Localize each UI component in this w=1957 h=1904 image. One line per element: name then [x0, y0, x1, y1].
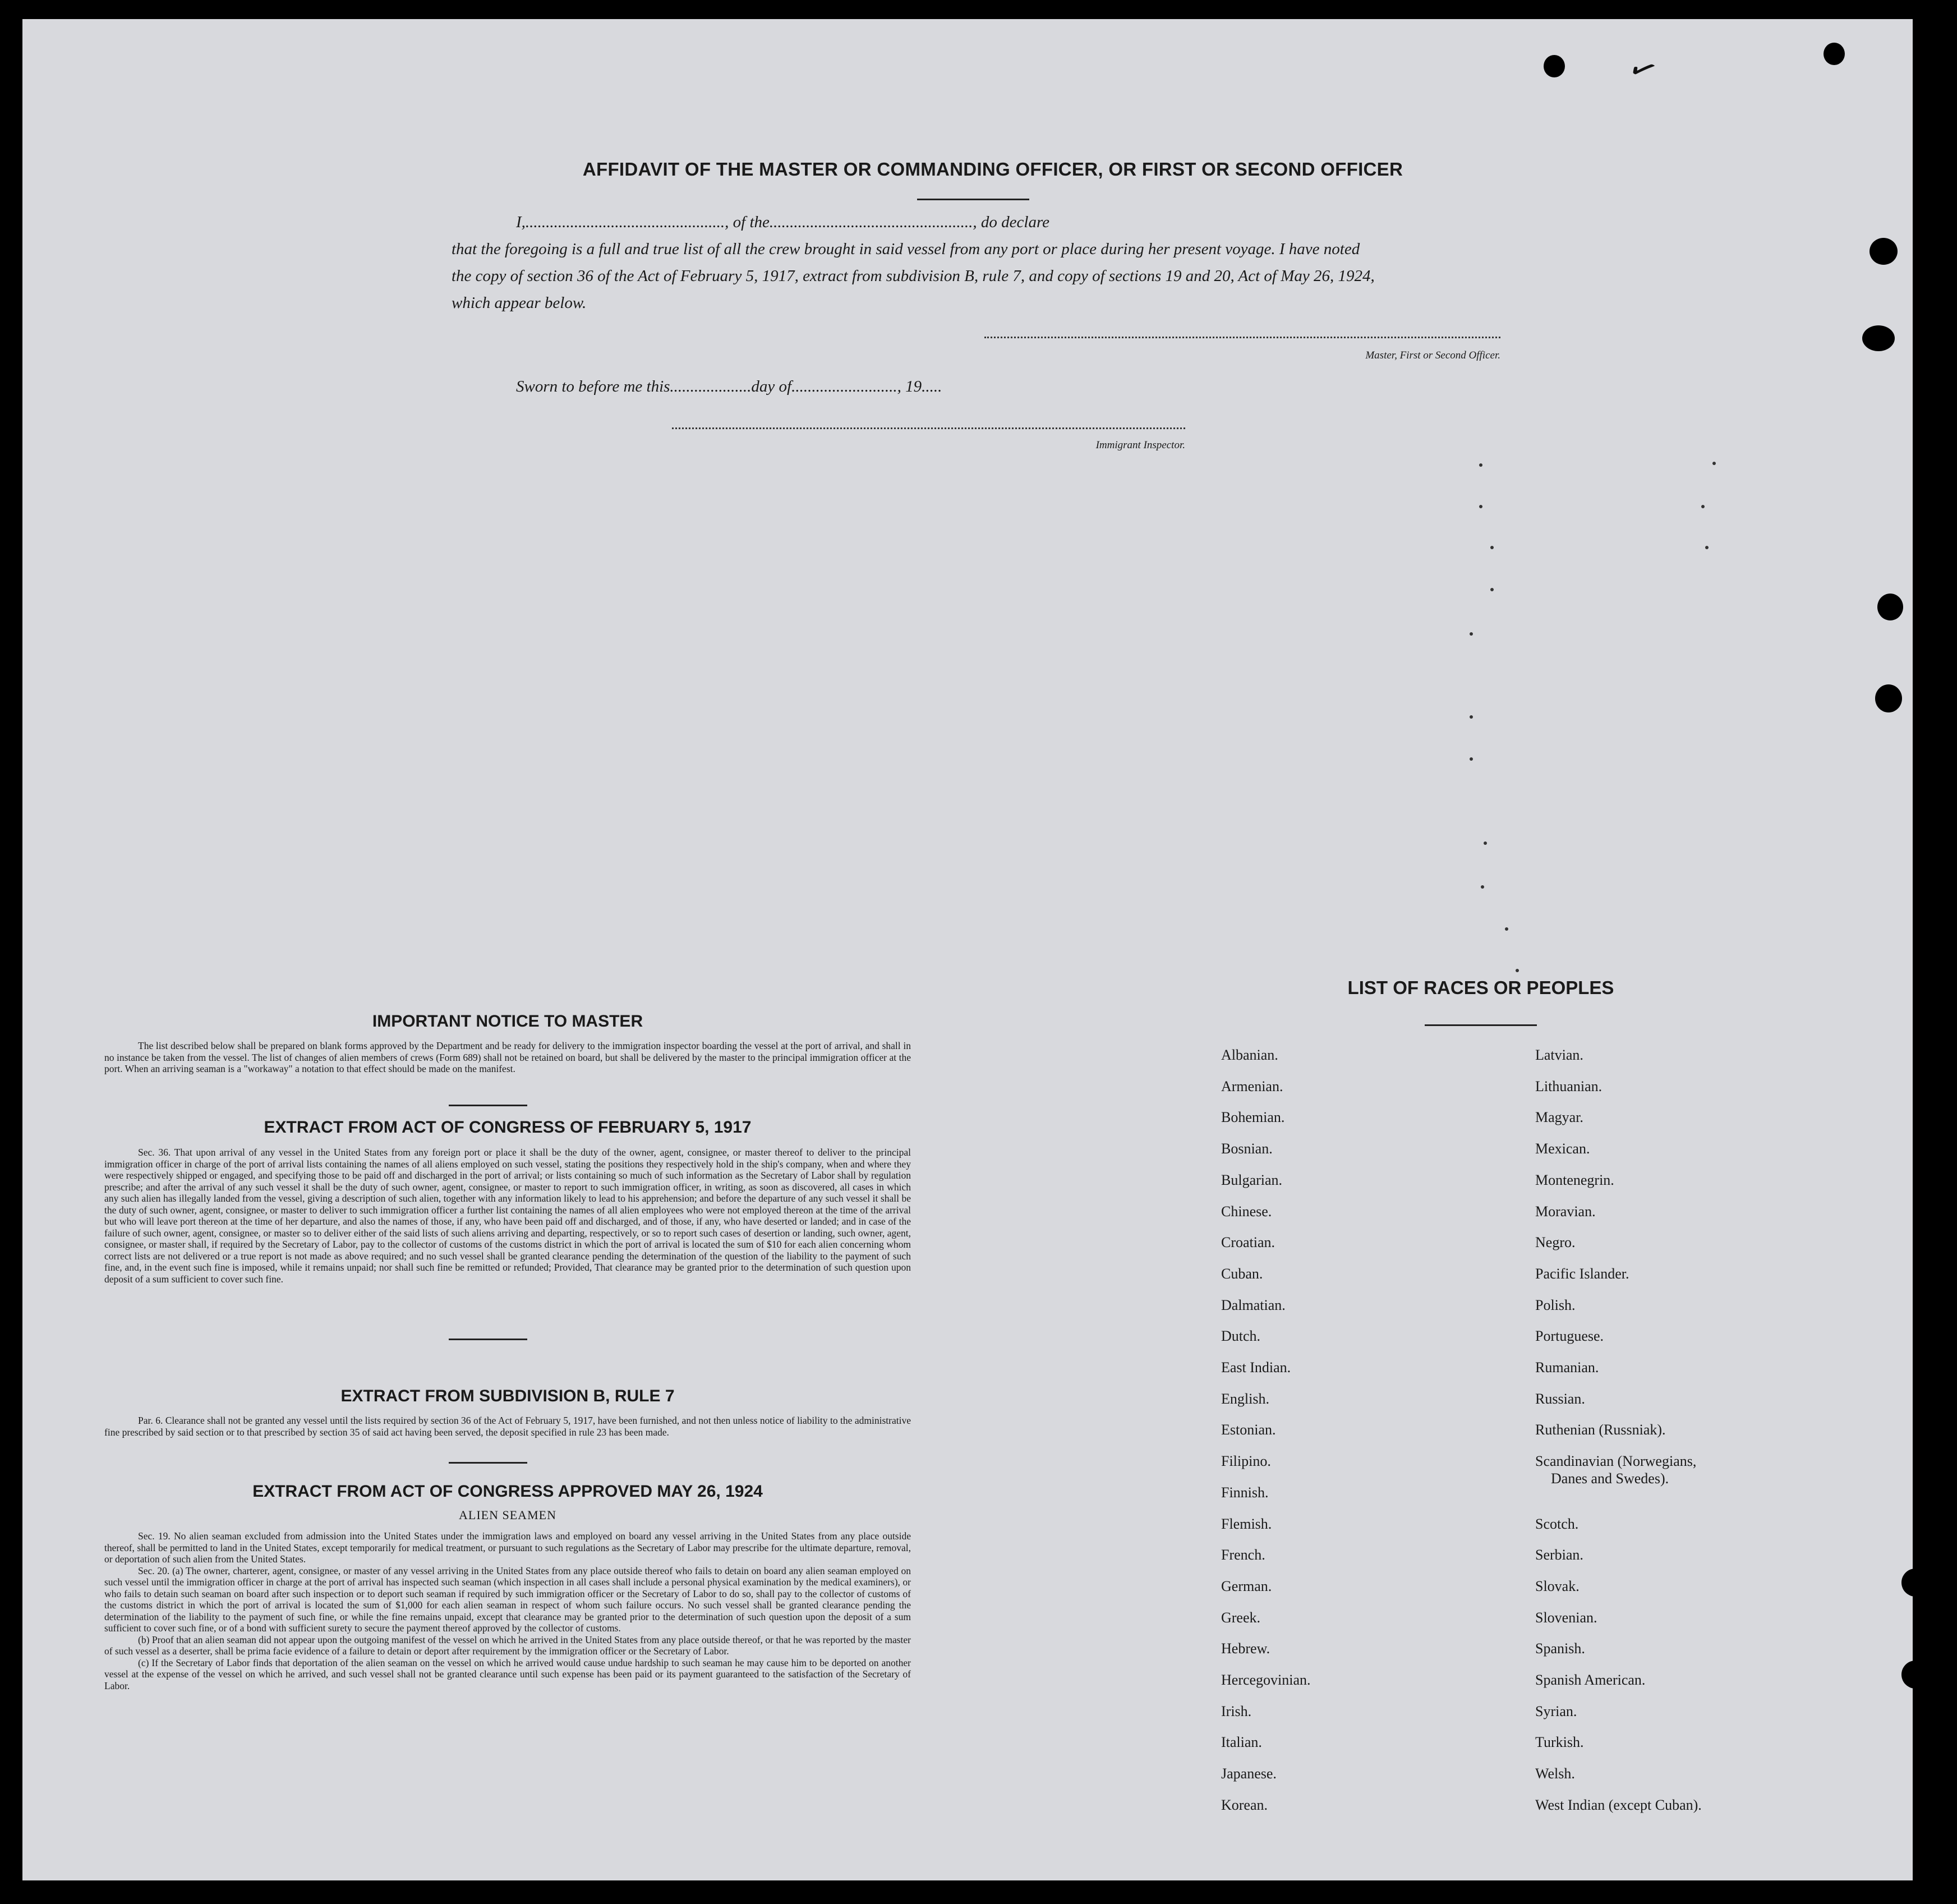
- sec-36-paragraph: Sec. 36. That upon arrival of any vessel in the United States from any foreign port or place it shall be the duty of the owner, agent, consignee, or master thereof to deliver to the principal immigration officer in charge of the port of arrival lists containing the names of all aliens employed on such vessel, stating the positions they respectively hold in the ship's company, when and where they were respectively shipped or engaged, and specifying those to be paid off and discharged in the port of arrival; or lists containing so much of such information as the Secretary of Labor shall by regulation prescribe; and after the arrival of any such vessel it shall be the duty of such owner, agent, consignee, or master to report to such immigration officer, in writing, as soon as discovered, all cases in which any such alien has illegally landed from the vessel, giving a description of such alien, together with any information likely to lead to his apprehension; and before the departure of any such vessel it shall be the duty of such owner, agent, consignee, or master to deliver to such immigration officer a further list containing the names of all alien employees who were not employed thereon at the time of the arrival but who will leave port thereon at the time of her departure, and also the names of those, if any, who have been paid off and discharged, and of those, if any, who have deserted or landed; and in case of the failure of such owner, agent, consignee, or master so to deliver either of the said lists of such aliens arriving and departing, respectively, or so to report such cases of desertion or landing, such owner, agent, consignee, or master shall, if required by the Secretary of Labor, pay to the collector of customs of the customs district in which the port of arrival is located the sum of $10 for each alien concerning whom correct lists are not delivered or a true report is not made as above required; and no such vessel shall be granted clearance pending the determination of the question of the liability to the payment of such fine, and, in the event such fine is imposed, while it remains unpaid; nor shall such fine be remitted or refunded; Provided, That clearance may be granted prior to the determination of such question upon deposit of a sum sufficient to cover such fine.: [104, 1147, 911, 1285]
- extract-1924-text: [104, 1530, 911, 1691]
- race-item: Russian.: [1535, 1390, 1585, 1407]
- master-signature-caption: Master, First or Second Officer.: [1365, 349, 1500, 361]
- race-item: Estonian.: [1221, 1422, 1276, 1438]
- speck: [1516, 969, 1519, 972]
- race-item: Spanish American.: [1535, 1672, 1646, 1688]
- race-item: East Indian.: [1221, 1359, 1291, 1376]
- race-item: Polish.: [1535, 1296, 1576, 1313]
- race-item: West Indian (except Cuban).: [1535, 1796, 1702, 1813]
- race-item: Bulgarian.: [1221, 1171, 1283, 1188]
- race-item: Hercegovinian.: [1221, 1672, 1311, 1688]
- race-item: Italian.: [1221, 1734, 1262, 1751]
- race-item: Albanian.: [1221, 1047, 1278, 1063]
- notice-paragraph: The list described below shall be prepared on blank forms approved by the Department and be ready for delivery to the immigration inspector boarding the vessel at the port of arrival, and shall in no instance be taken from the vessel. The list of changes of alien members of crews (Form 689) shall not be retained on board, but shall be delivered by the master to the principal immigration officer at the port. When an arriving seaman is a "workaway" a notation to that effect should be made on the manifest.: [104, 1040, 911, 1074]
- race-item: Syrian.: [1535, 1703, 1577, 1719]
- extract-1924-title: EXTRACT FROM ACT OF CONGRESS APPROVED MAY 26, 1924: [252, 1482, 763, 1501]
- race-item: Lithuanian.: [1535, 1078, 1603, 1094]
- alien-seamen-subtitle: ALIEN SEAMEN: [459, 1508, 556, 1522]
- section-rule: [449, 1105, 527, 1106]
- race-item: Latvian.: [1535, 1047, 1583, 1063]
- punch-hole-icon: [1862, 325, 1895, 351]
- race-item: English.: [1221, 1390, 1269, 1407]
- rule-7-title: EXTRACT FROM SUBDIVISION B, RULE 7: [340, 1387, 675, 1405]
- race-item: Magyar.: [1535, 1109, 1583, 1126]
- speck: [1701, 505, 1705, 508]
- affidavit-line-1: I,................................................., of the.................................................., do declare: [516, 213, 1050, 231]
- race-item: Dutch.: [1221, 1328, 1261, 1345]
- affidavit-rule: [917, 199, 1029, 200]
- race-item: Filipino.: [1221, 1453, 1271, 1470]
- race-item: Flemish.: [1221, 1515, 1272, 1532]
- race-item: Japanese.: [1221, 1765, 1277, 1782]
- race-item: Hebrew.: [1221, 1640, 1270, 1657]
- race-item: Welsh.: [1535, 1765, 1575, 1782]
- race-item: Bohemian.: [1221, 1109, 1285, 1126]
- punch-hole-icon: [1877, 594, 1903, 620]
- race-item: Pacific Islander.: [1535, 1265, 1629, 1282]
- race-item: Korean.: [1221, 1796, 1268, 1813]
- speck: [1705, 546, 1709, 549]
- section-rule: [449, 1462, 527, 1464]
- race-item: Portuguese.: [1535, 1328, 1604, 1345]
- speck: [1470, 757, 1473, 761]
- speck: [1479, 505, 1482, 508]
- race-item: Slovak.: [1535, 1578, 1580, 1594]
- rule-7-text: [104, 1415, 911, 1438]
- race-item: German.: [1221, 1578, 1272, 1594]
- race-item: Spanish.: [1535, 1640, 1585, 1657]
- race-item: Chinese.: [1221, 1203, 1272, 1220]
- affidavit-line-3: the copy of section 36 of the Act of February 5, 1917, extract from subdivision B, rule 7, and copy of sections 19 and 20, Act of May 26, 1924,: [452, 267, 1375, 285]
- race-item: French.: [1221, 1547, 1265, 1563]
- race-item: Slovenian.: [1535, 1609, 1597, 1626]
- race-item: Turkish.: [1535, 1734, 1584, 1751]
- race-item: Serbian.: [1535, 1547, 1583, 1563]
- speck: [1490, 546, 1494, 549]
- punch-hole-icon: [1914, 1212, 1942, 1240]
- speck: [1470, 632, 1473, 636]
- speck: [1712, 462, 1716, 465]
- affidavit-title: AFFIDAVIT OF THE MASTER OR COMMANDING OFFICER, OR FIRST OR SECOND OFFICER: [582, 159, 1403, 180]
- inspector-signature-caption: Immigrant Inspector.: [1095, 439, 1185, 451]
- affidavit-text: [452, 209, 1500, 316]
- sec-20a-paragraph: Sec. 20. (a) The owner, charterer, agent, consignee, or master of any vessel arriving in the United States from any place outside thereof who fails to detain on board any alien seaman employed on such vessel until the immigration officer in charge at the port of arrival has inspected such seaman (which inspection in all cases shall include a personal physical examination by the medical examiners), or who fails to detain such seaman on board after such inspection or to deport such seaman if required by such immigration officer or the Secretary of Labor to do so, shall pay to the collector of customs of the customs district in which the port of arrival is located the sum of $1,000 for each alien seaman in respect of whom such failure occurs. No such vessel shall be granted clearance pending the determination of the liability to the payment of such fine, or while the fine remains unpaid, except that clearance may be granted prior to the determination of such question upon the deposit of a sum sufficient to cover such fine, or of a bond with sufficient surety to secure the payment thereof approved by the collector of customs.: [104, 1565, 911, 1634]
- punch-hole-icon: [1544, 55, 1565, 77]
- race-item: Negro.: [1535, 1234, 1576, 1251]
- race-item: Bosnian.: [1221, 1140, 1273, 1157]
- affidavit-line-4: which appear below.: [452, 294, 587, 312]
- par-6-paragraph: Par. 6. Clearance shall not be granted any vessel until the lists required by section 36 of the Act of February 5, 1917, have been furnished, and not then unless notice of liability to the administrative fine prescribed by said section or to that prescribed by section 35 of said act having been served, the deposit specified in rule 23 has been made.: [104, 1415, 911, 1438]
- race-item: Croatian.: [1221, 1234, 1275, 1251]
- sworn-line: Sworn to before me this....................day of.........................., 19.....: [516, 378, 942, 395]
- punch-hole-icon: [1875, 684, 1902, 712]
- punch-hole-icon: [1869, 238, 1898, 265]
- extract-1917-title: EXTRACT FROM ACT OF CONGRESS OF FEBRUARY 5, 1917: [264, 1118, 752, 1137]
- section-rule: [449, 1339, 527, 1340]
- race-item: Scotch.: [1535, 1515, 1579, 1532]
- speck: [1470, 715, 1473, 719]
- sec-19-paragraph: Sec. 19. No alien seaman excluded from admission into the United States under the immigration laws and employed on board any vessel arriving in the United States from any place outside thereof, shall be permitted to land in the United States, except temporarily for medical treatment, or pursuant to such regulations as the Secretary of Labor may prescribe for the ultimate departure, removal, or deportation of such alien from the United States.: [104, 1530, 911, 1565]
- speck: [1479, 463, 1482, 467]
- punch-hole-icon: [1824, 43, 1845, 65]
- race-item: Montenegrin.: [1535, 1171, 1614, 1188]
- race-item: Cuban.: [1221, 1265, 1263, 1282]
- races-title: LIST OF RACES OR PEOPLES: [1347, 977, 1614, 998]
- check-mark-icon: ✓: [1622, 46, 1665, 93]
- speck: [1490, 588, 1494, 591]
- race-item: Greek.: [1221, 1609, 1261, 1626]
- speck: [1505, 927, 1508, 931]
- race-item: Moravian.: [1535, 1203, 1596, 1220]
- race-item: Mexican.: [1535, 1140, 1590, 1157]
- punch-hole-icon: [1915, 1301, 1943, 1330]
- race-item: Rumanian.: [1535, 1359, 1599, 1376]
- inspector-signature-line[interactable]: [672, 427, 1185, 429]
- race-item: Irish.: [1221, 1703, 1252, 1719]
- punch-hole-icon: [1901, 1569, 1930, 1597]
- race-item: Ruthenian (Russniak).: [1535, 1422, 1666, 1438]
- race-item: Finnish.: [1221, 1484, 1269, 1501]
- notice-text: [104, 1040, 911, 1075]
- sec-20c-paragraph: (c) If the Secretary of Labor finds that deportation of the alien seaman on the vessel on which he arrived would cause undue hardship to such seaman he may cause him to be deported on another vessel at the expense of the vessel on which he arrived, and such vessel shall not be granted clearance until such expense has been paid or its payment guaranteed to the satisfaction of the Secretary of Labor.: [104, 1657, 911, 1691]
- affidavit-line-2: that the foregoing is a full and true list of all the crew brought in said vessel from any port or place during her present voyage. I have noted: [452, 240, 1360, 258]
- punch-hole-icon: [1901, 1661, 1930, 1689]
- notice-title: IMPORTANT NOTICE TO MASTER: [372, 1012, 643, 1031]
- extract-1917-text: [104, 1147, 911, 1285]
- race-item: Dalmatian.: [1221, 1296, 1286, 1313]
- race-item: Armenian.: [1221, 1078, 1283, 1094]
- master-signature-line[interactable]: [984, 337, 1500, 338]
- race-item: Danes and Swedes).: [1551, 1470, 1669, 1487]
- speck: [1481, 885, 1484, 889]
- race-item: Scandinavian (Norwegians,: [1535, 1453, 1697, 1470]
- speck: [1484, 841, 1487, 845]
- races-rule: [1425, 1024, 1537, 1026]
- sec-20b-paragraph: (b) Proof that an alien seaman did not appear upon the outgoing manifest of the vessel on which he arrived in the United States from any place outside thereof, or that he was reported by the master of such vessel as a deserter, shall be prima facie evidence of a failure to detain or deport after requirement by the immigration officer or the Secretary of Labor.: [104, 1634, 911, 1657]
